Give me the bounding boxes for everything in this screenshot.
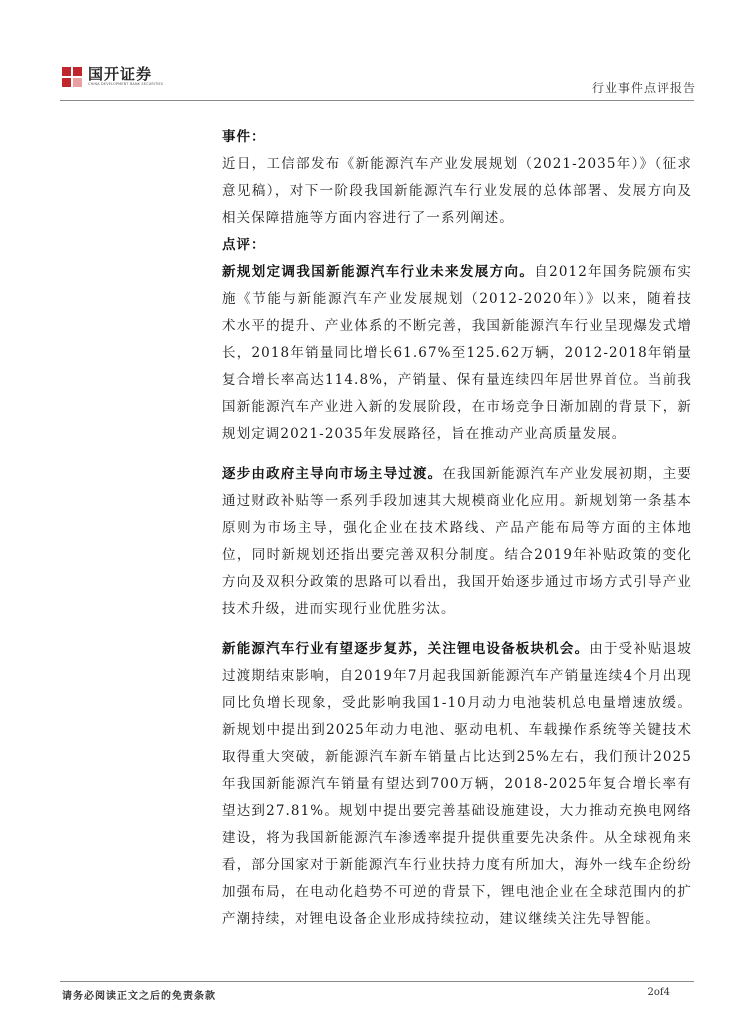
page-number: 2of4 — [647, 987, 670, 998]
comment-paragraph-2 — [222, 461, 692, 623]
paragraph-lead: 逐步由政府主导向市场主导过渡。 — [222, 466, 443, 482]
disclaimer-note: 请务必阅读正文之后的免责条款 — [62, 991, 216, 1002]
report-type-label: 行业事件点评报告 — [591, 81, 696, 95]
event-paragraph: 近日，工信部发布《新能源汽车产业发展规划（2021-2035年）》（征求意见稿），对下一阶段我国新能源汽车行业发展的总体部署、发展方向及相关保障措施等方面内容进行了一系列阐述。 — [222, 156, 692, 226]
paragraph-lead: 新能源汽车行业有望逐步复苏，关注锂电设备板块机会。 — [222, 641, 590, 657]
logo-name-cn: 国开证券 — [88, 65, 153, 83]
comment-paragraph-1 — [222, 259, 692, 448]
comment-heading: 点评： — [222, 237, 266, 253]
event-heading: 事件： — [222, 129, 266, 145]
paragraph-lead: 新规划定调我国新能源汽车行业未来发展方向。 — [222, 264, 535, 280]
footer-divider — [60, 981, 694, 982]
logo-name-en: CHINA DEVELOPMENT BANK SECURITIES — [88, 82, 164, 86]
comment-paragraph-3 — [222, 636, 692, 933]
company-logo — [62, 66, 163, 87]
paragraph-body: 在我国新能源汽车产业发展初期，主要通过财政补贴等一系列手段加速其大规模商业化应用。新规划第一条基本原则为市场主导，强化企业在技术路线、产品产能布局等方面的主体地位，同时新规划还指出要完善双积分制度。结合2019年补贴政策的变化方向及双积分政策的思路可以看出，我国开始逐步通过市场方式引导产业技术升级，进而实现行业优胜劣汰。 — [222, 466, 693, 617]
header-divider — [60, 100, 694, 101]
page-header — [0, 0, 754, 100]
paragraph-body: 由于受补贴退坡过渡期结束影响，自2019年7月起我国新能源汽车产销量连续4个月出现同比负增长现象，受此影响我国1-10月动力电池装机总电量增速放缓。新规划中提出到2025年动力电池、驱动电机、车载操作系统等关键技术取得重大突破，新能源汽车新车销量占比达到25%左右，我们预计2025年我国新能源汽车销量有望达到700万辆，2018-2025年复合增长率有望达到27.81%。规划中提出要完善基础设施建设，大力推动充换电网络建设，将为我国新能源汽车渗透率提升提供重要先决条件。从全球视角来看，部分国家对于新能源汽车行业扶持力度有所加大，海外一线车企纷纷加强布局，在电动化趋势不可逆的背景下，锂电池企业在全球范围内的扩产潮持续，对锂电设备企业形成持续拉动，建议继续关注先导智能。 — [222, 641, 693, 927]
logo-icon — [62, 67, 82, 87]
paragraph-body: 自2012年国务院颁布实施《节能与新能源汽车产业发展规划（2012-2020年）》以来，随着技术水平的提升、产业体系的不断完善，我国新能源汽车行业呈现爆发式增长，2018年销量同比增长61.67%至125.62万辆，2012-2018年销量复合增长率高达114.8%，产销量、保有量连续四年居世界首位。当前我国新能源汽车产业进入新的发展阶段，在市场竞争日渐加剧的背景下，新规划定调2021-2035年发展路径，旨在推动产业高质量发展。 — [222, 264, 692, 442]
report-body — [222, 124, 692, 933]
